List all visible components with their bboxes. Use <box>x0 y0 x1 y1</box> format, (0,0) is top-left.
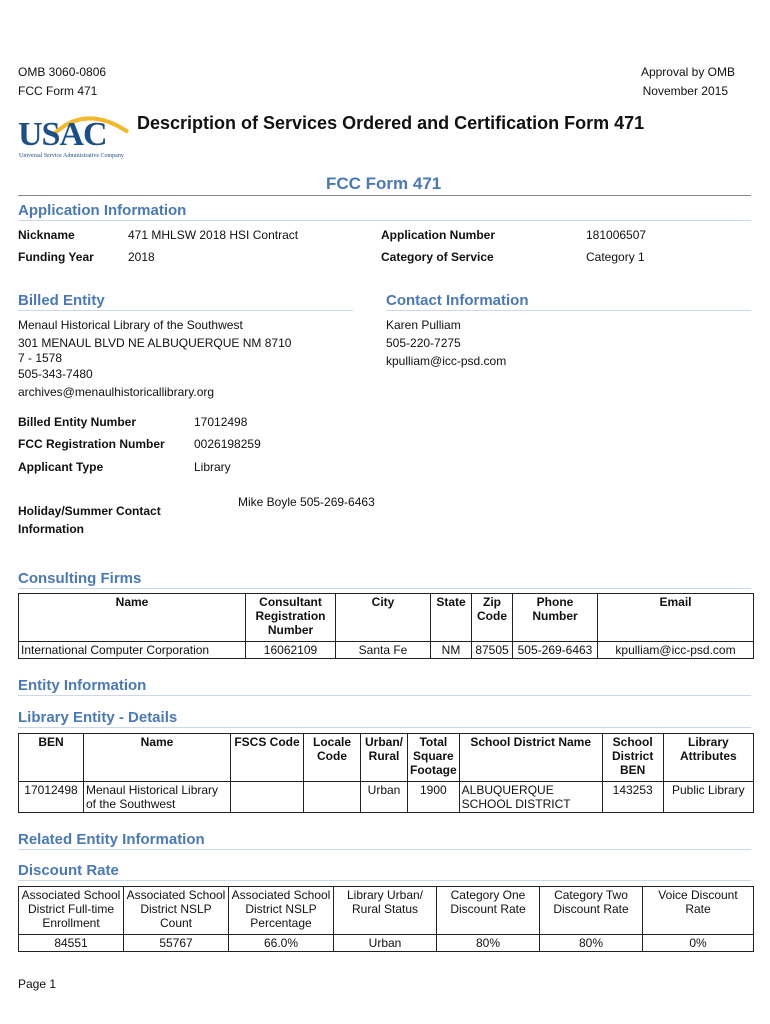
billed-entity-phone: 505-343-7480 <box>18 367 93 381</box>
header-nslp-percentage: Associated School District NSLP Percentage <box>229 887 334 935</box>
header-locale-code: Locale Code <box>304 734 361 782</box>
section-application-information: Application Information <box>18 202 751 221</box>
nickname-value: 471 MHLSW 2018 HSI Contract <box>128 228 299 242</box>
consultant-email: kpulliam@icc-psd.com <box>598 642 754 659</box>
header-zip: Zip Code <box>472 594 513 642</box>
section-consulting-firms: Consulting Firms <box>18 570 751 589</box>
section-entity-information: Entity Information <box>18 677 751 696</box>
header-urban-rural: Urban/ Rural <box>361 734 408 782</box>
applicant-type-value: Library <box>194 460 231 474</box>
holiday-contact-value: Mike Boyle 505-269-6463 <box>238 495 375 509</box>
header-enrollment: Associated School District Full-time Enrollment <box>19 887 124 935</box>
funding-year-value: 2018 <box>128 250 155 264</box>
consultant-registration: 16062109 <box>246 642 336 659</box>
consultant-city: Santa Fe <box>336 642 431 659</box>
header-state: State <box>431 594 472 642</box>
logo-text: USAC <box>18 116 107 153</box>
header-fscs-code: FSCS Code <box>231 734 304 782</box>
section-library-entity-details: Library Entity - Details <box>18 709 751 728</box>
billed-entity-email: archives@menaulhistoricallibrary.org <box>18 385 215 399</box>
billed-entity-address-line2: 7 - 1578 <box>18 351 63 365</box>
discount-nslp-percentage: 66.0% <box>229 935 334 952</box>
header-category-two: Category Two Discount Rate <box>540 887 643 935</box>
application-number-value: 181006507 <box>586 228 647 242</box>
page-number: Page 1 <box>18 977 57 991</box>
form-number: FCC Form 471 <box>18 84 98 98</box>
header-square-footage: Total Square Footage <box>408 734 460 782</box>
billed-entity-name: Menaul Historical Library of the Southwest <box>18 318 243 332</box>
entity-school-district-ben: 143253 <box>602 782 663 813</box>
header-voice: Voice Discount Rate <box>643 887 754 935</box>
contact-name: Karen Pulliam <box>386 318 461 332</box>
header-nslp-count: Associated School District NSLP Count <box>124 887 229 935</box>
discount-category-one: 80% <box>437 935 540 952</box>
discount-voice: 0% <box>643 935 754 952</box>
consultant-state: NM <box>431 642 472 659</box>
header-category-one: Category One Discount Rate <box>437 887 540 935</box>
fcc-registration-value: 0026198259 <box>194 437 261 451</box>
entity-school-district-name: ALBUQUERQUE SCHOOL DISTRICT <box>459 782 602 813</box>
category-label: Category of Service <box>381 250 494 264</box>
billed-entity-address-line1: 301 MENAUL BLVD NE ALBUQUERQUE NM 8710 <box>18 336 292 350</box>
applicant-type-label: Applicant Type <box>18 460 104 474</box>
table-row <box>19 782 754 813</box>
section-contact-information: Contact Information <box>386 292 751 311</box>
header-consultant-registration: Consultant Registration Number <box>246 594 336 642</box>
section-related-entity-information: Related Entity Information <box>18 831 751 850</box>
page-title: Description of Services Ordered and Certification Form 471 <box>137 113 645 133</box>
header-name: Name <box>19 594 246 642</box>
header-school-district-name: School District Name <box>459 734 602 782</box>
discount-nslp-count: 55767 <box>124 935 229 952</box>
discount-category-two: 80% <box>540 935 643 952</box>
entity-ben: 17012498 <box>19 782 84 813</box>
header-entity-name: Name <box>84 734 231 782</box>
header-phone: Phone Number <box>513 594 598 642</box>
header-school-district-ben: School District BEN <box>602 734 663 782</box>
omb-number: OMB 3060-0806 <box>18 65 107 79</box>
usac-logo <box>16 112 136 164</box>
category-value: Category 1 <box>586 250 645 264</box>
consultant-name: International Computer Corporation <box>19 642 246 659</box>
nickname-label: Nickname <box>18 228 75 242</box>
fcc-registration-label: FCC Registration Number <box>18 437 165 451</box>
header-ben: BEN <box>19 734 84 782</box>
holiday-contact-label-line1: Holiday/Summer Contact <box>18 504 161 518</box>
entity-fscs-code <box>231 782 304 813</box>
ben-value: 17012498 <box>194 415 248 429</box>
table-row <box>19 935 754 952</box>
discount-rate-table <box>18 886 754 952</box>
entity-library-attributes: Public Library <box>663 782 753 813</box>
header-city: City <box>336 594 431 642</box>
consultant-phone: 505-269-6463 <box>513 642 598 659</box>
discount-urban-rural: Urban <box>334 935 437 952</box>
header-library-urban-rural: Library Urban/ Rural Status <box>334 887 437 935</box>
entity-name: Menaul Historical Library of the Southwest <box>84 782 231 813</box>
section-billed-entity: Billed Entity <box>18 292 353 311</box>
discount-enrollment: 84551 <box>19 935 124 952</box>
header-email: Email <box>598 594 754 642</box>
header-library-attributes: Library Attributes <box>663 734 753 782</box>
holiday-contact-label-line2: Information <box>18 522 84 536</box>
funding-year-label: Funding Year <box>18 250 94 264</box>
entity-square-footage: 1900 <box>408 782 460 813</box>
form-heading: FCC Form 471 <box>326 174 442 193</box>
entity-locale-code <box>304 782 361 813</box>
table-row <box>19 642 754 659</box>
approval-text: Approval by OMB <box>640 65 735 79</box>
consultant-zip: 87505 <box>472 642 513 659</box>
entity-urban-rural: Urban <box>361 782 408 813</box>
application-number-label: Application Number <box>381 228 496 242</box>
contact-email: kpulliam@icc-psd.com <box>386 354 507 368</box>
library-entity-table <box>18 733 754 813</box>
logo-subtitle: Universal Service Administrative Company <box>19 153 124 159</box>
section-discount-rate: Discount Rate <box>18 862 751 881</box>
consulting-firms-table <box>18 593 754 659</box>
approval-date: November 2015 <box>642 84 728 98</box>
contact-phone: 505-220-7275 <box>386 336 461 350</box>
ben-label: Billed Entity Number <box>18 415 137 429</box>
